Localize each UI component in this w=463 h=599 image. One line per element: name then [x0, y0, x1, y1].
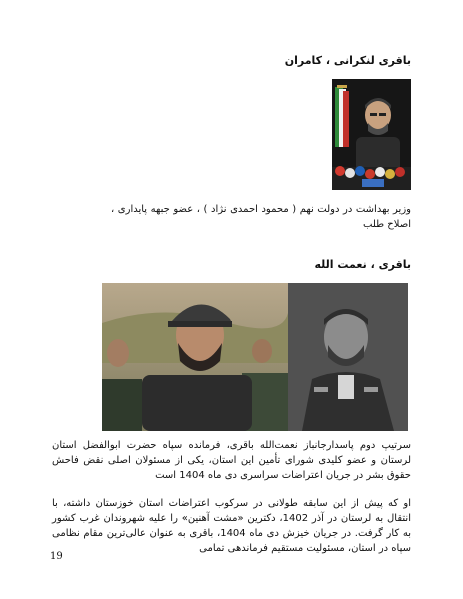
portrait-illustration	[332, 79, 411, 190]
section2-heading: باقری ، نعمت الله	[314, 258, 411, 271]
section1-description: وزیر بهداشت در دولت نهم ( محمود احمدی نژاد ) ، عضو جبهه پایداری ، اصلاح طلب	[111, 204, 411, 230]
page-number: 19	[50, 551, 63, 562]
section2-paragraph2: او که پیش از این سابقه طولانی در سرکوب اعتراضات استان خوزستان داشته، با انتقال به لرستان در آذر 1402، دکترین «مشت آهنین» را علیه شهروندان غرب کشور به کار گرفت. در جریان خیزش دی ماه 1404، باقری به عنوان عالی‌ترین مقام نظامی سپاه در استان، مسئولیت مستقیم فرماندهی تمامی	[52, 498, 411, 554]
photo-collage-nematollah	[102, 283, 408, 431]
portrait-photo-kamran	[332, 79, 411, 190]
collage-illustration	[102, 283, 408, 431]
section1-heading: باقری لنکرانی ، کامران	[284, 54, 411, 67]
section2-paragraph1: سرتیپ دوم پاسدارجانباز نعمت‌الله باقری، فرمانده سپاه حضرت ابوالفضل استان لرستان و عضو کلیدی شورای تأمین این استان، یکی از مسئولان اصلی نقض فاحش حقوق بشر در جریان اعتراضات سراسری دی ماه 1404 است	[52, 440, 411, 481]
